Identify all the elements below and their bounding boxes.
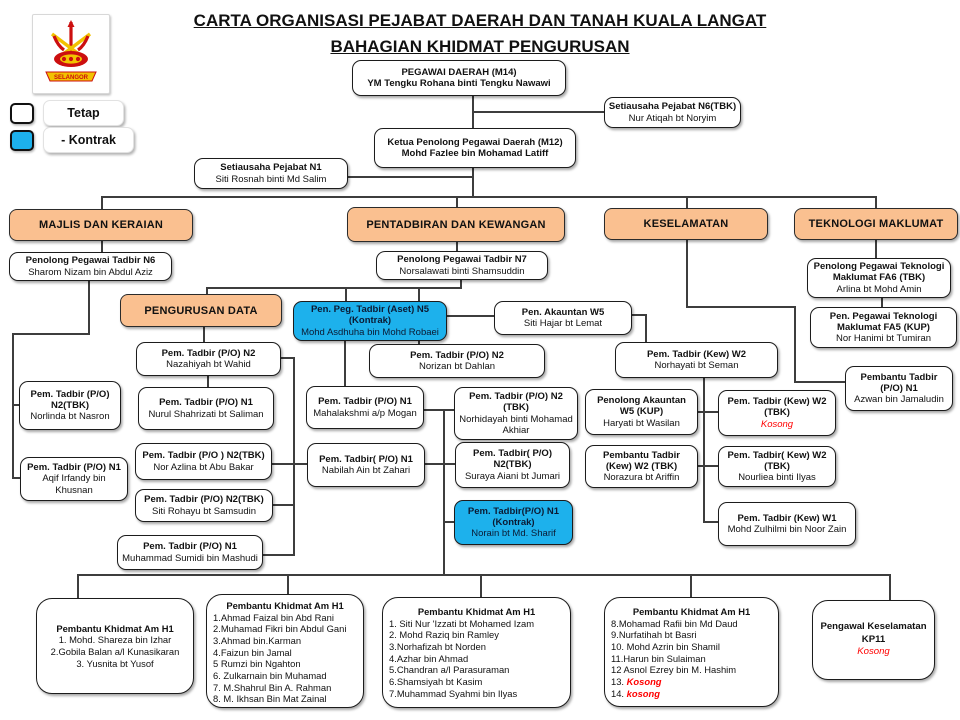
svg-text:SELANGOR: SELANGOR <box>53 75 89 81</box>
page-title-line1: CARTA ORGANISASI PEJABAT DAERAH DAN TANAH KUALA LANGAT <box>193 11 767 30</box>
vacant-label: Kosong <box>626 675 662 687</box>
legend-kontrak-text: - Kontrak <box>61 133 116 147</box>
dept-pengurusan-data <box>120 294 282 327</box>
node-title: PEGAWAI DAERAH (M14) <box>401 66 517 78</box>
node-norsalawati <box>376 251 548 280</box>
list-item: 1.Ahmad Faizal bin Abd Rani <box>213 611 334 623</box>
connector-line <box>697 411 719 413</box>
node-name: Norizan bt Dahlan <box>418 361 496 372</box>
node-ketua-penolong <box>374 128 576 168</box>
dept-majlis-dan-keraian <box>9 209 193 241</box>
connector-line <box>206 287 462 289</box>
list-item: 4.Azhar bin Ahmad <box>389 652 469 664</box>
dept-label: PENGURUSAN DATA <box>144 304 258 317</box>
node-name: Mohd Fazlee bin Mohamad Latiff <box>401 148 549 159</box>
node-name: Nazahiyah bt Wahid <box>166 359 251 370</box>
node-title: Pem. Tadbir( Kew) W2 (TBK) <box>727 449 827 472</box>
connector-line <box>12 333 90 335</box>
node-name: Norhayati bt Seman <box>654 360 739 371</box>
node-nazahiyah <box>136 342 281 376</box>
node-akauntan-w5 <box>494 301 632 335</box>
list-item: 1. Mohd. Shareza bin Izhar <box>58 634 172 646</box>
connector-line <box>443 409 445 575</box>
node-sumidi <box>117 535 263 570</box>
list-item-vacant <box>611 676 772 688</box>
node-name: Nur Atiqah bt Noryim <box>628 112 717 124</box>
node-name: Mahalakshmi a/p Mogan <box>313 407 417 419</box>
node-norizan <box>369 344 545 378</box>
node-name: Nourliea binti Ilyas <box>738 472 816 483</box>
list-item: 2.Muhamad Fikri bin Abdul Gani <box>213 623 347 635</box>
dept-label: KESELAMATAN <box>643 218 729 230</box>
node-setiausaha-n6 <box>604 97 741 128</box>
list-item: 7.Muhammad Syahmi bin Ilyas <box>389 687 518 699</box>
node-title: Penolong Akauntan W5 (KUP) <box>597 395 686 418</box>
node-name: Aqif Irfandy bin Khusnan <box>42 473 106 496</box>
dept-keselamatan <box>604 208 768 240</box>
node-name: Suraya Aiani bt Jumari <box>464 470 561 482</box>
node-title: Penolong Pegawai Tadbir N7 <box>397 254 527 266</box>
list-item: 12 Asnol Ezrey bin M. Hashim <box>611 664 737 676</box>
legend-tetap-text: Tetap <box>67 106 100 120</box>
page-title <box>150 8 810 59</box>
node-title: Pembantu Tadbir (Kew) W2 (TBK) <box>603 449 680 472</box>
connector-line <box>472 167 474 197</box>
node-kew-w2-tbk-kosong <box>718 390 836 436</box>
node-name: Norain bt Md. Sharif <box>471 528 556 539</box>
node-name: Nor Hanimi bt Tumiran <box>835 333 932 344</box>
vacant-label: kosong <box>626 687 660 699</box>
connector-line <box>287 574 289 596</box>
dept-label: MAJLIS DAN KERAIAN <box>39 219 163 231</box>
connector-line <box>889 574 891 601</box>
connector-line <box>347 176 473 178</box>
connector-line <box>446 315 495 317</box>
list-item: 5.Chandran a/l Parasuraman <box>389 664 510 676</box>
node-vacant-label: Kosong <box>760 418 794 430</box>
list-item-vacant <box>611 688 772 700</box>
list-item: 2.Gobila Balan a/l Kunasikaran <box>50 646 180 657</box>
list-item: 11.Harun bin Sulaiman <box>611 652 706 664</box>
node-title: Setiausaha Pejabat N6(TBK) <box>608 101 737 113</box>
node-title: Pem. Tadbir( P/O) N1 <box>319 453 413 465</box>
connector-line <box>697 465 719 467</box>
node-norain-kontrak <box>454 500 573 545</box>
node-nourliea <box>718 446 836 487</box>
list-item: 3. Yusnita bt Yusof <box>76 657 154 669</box>
list-title: Pembantu Khidmat Am H1 <box>226 600 344 611</box>
connector-line <box>703 377 705 523</box>
node-title: Pem. Tadbir( P/O) N2(TBK) <box>472 448 552 471</box>
connector-line <box>271 463 308 465</box>
node-name: YM Tengku Rohana binti Tengku Nawawi <box>367 78 551 89</box>
node-name: Haryati bt Wasilan <box>603 417 680 429</box>
list-item: 2. Mohd Raziq bin Ramley <box>389 629 499 641</box>
node-haryati <box>585 389 698 435</box>
node-title: Pem. Tadbir (P/O) N1 <box>27 462 121 474</box>
node-nurul <box>138 387 274 430</box>
list-pembantu-khidmat-1 <box>36 598 194 694</box>
connector-line <box>794 306 796 383</box>
dept-label: PENTADBIRAN DAN KEWANGAN <box>366 218 546 231</box>
dept-teknologi-maklumat <box>794 208 958 240</box>
node-title: Pem. Tadbir (P/O ) N2(TBK) <box>142 450 265 462</box>
node-asdhuha-kontrak <box>293 301 447 341</box>
node-name: Norlinda bt Nasron <box>30 411 110 422</box>
legend-kontrak-swatch <box>10 130 34 151</box>
list-title: Pembantu Khidmat Am H1 <box>56 622 174 634</box>
dept-label: TEKNOLOGI MAKLUMAT <box>808 218 944 230</box>
node-name: Nurul Shahrizati bt Saliman <box>148 408 264 420</box>
node-name: Azwan bin Jamaludin <box>854 394 944 405</box>
node-name: Mohd Asdhuha bin Mohd Robaei <box>301 326 439 338</box>
list-item: 8. M. Ikhsan Bin Mat Zainal <box>213 693 327 705</box>
node-pengawal-keselamatan <box>812 600 935 680</box>
node-setiausaha-n1 <box>194 158 348 189</box>
connector-line <box>686 306 796 308</box>
node-norhanimi <box>810 307 957 348</box>
node-title: Penolong Pegawai Teknologi Maklumat FA6 (TBK) <box>813 261 945 284</box>
connector-line <box>203 326 205 343</box>
node-norhidayah <box>454 387 578 440</box>
node-arlina <box>807 258 951 298</box>
legend-tetap-label <box>43 100 124 126</box>
connector-line <box>631 314 645 316</box>
connector-line <box>262 554 294 556</box>
connector-line <box>645 314 647 343</box>
node-title: Pengawal Keselamatan KP11 <box>820 620 927 645</box>
node-sitirohayu <box>135 489 273 522</box>
node-title: Pem. Tadbir (Kew) W1 <box>737 512 837 524</box>
node-norazlina <box>135 443 272 480</box>
legend-kontrak-label <box>43 127 134 153</box>
node-pegawai-daerah <box>352 60 566 96</box>
connector-line <box>77 574 891 576</box>
node-title: Pem. Tadbir (P/O) N2 (TBK) <box>469 391 563 414</box>
node-title: Penolong Pegawai Tadbir N6 <box>25 255 156 267</box>
node-norhayati <box>615 342 778 378</box>
connector-line <box>101 196 103 210</box>
node-name: Norsalawati binti Shamsuddin <box>399 265 525 277</box>
node-nabilah <box>307 443 425 487</box>
node-title: Pem. Tadbir (P/O) N2 <box>410 349 504 361</box>
connector-line <box>424 463 456 465</box>
node-norazura <box>585 445 698 488</box>
node-name: Siti Rohayu bt Samsudin <box>151 505 257 517</box>
node-title: Pem. Tadbir (P/O) N2(TBK) <box>144 494 264 506</box>
legend-tetap-swatch <box>10 103 34 124</box>
node-title: Pen. Pegawai Teknologi Maklumat FA5 (KUP) <box>829 310 938 333</box>
node-name: Muhammad Sumidi bin Mashudi <box>122 552 258 564</box>
crest-icon <box>40 20 102 88</box>
node-title: Pem. Tadbir (P/O) N2 <box>161 347 256 359</box>
node-aqif <box>20 457 128 501</box>
connector-line <box>703 521 719 523</box>
list-pembantu-khidmat-3 <box>382 597 571 708</box>
node-name: Norazura bt Ariffin <box>603 472 680 483</box>
list-item-number: 13. <box>611 675 627 687</box>
node-title: Ketua Penolong Pegawai Daerah (M12) <box>387 136 563 148</box>
node-azwan <box>845 366 953 411</box>
connector-line <box>88 280 90 334</box>
node-name: Norhidayah binti Mohamad Akhiar <box>459 413 573 436</box>
node-title: Pem. Tadbir (P/O) N1 <box>318 396 412 408</box>
list-item: 3.Ahmad bin.Karman <box>213 634 302 646</box>
connector-line <box>280 357 294 359</box>
list-item-number: 14. <box>611 687 627 699</box>
node-norlinda <box>19 381 121 430</box>
connector-line <box>794 381 846 383</box>
connector-line <box>101 196 877 198</box>
node-title: Pembantu Tadbir (P/O) N1 <box>860 371 938 394</box>
node-suraya <box>455 442 570 488</box>
node-zulhilmi <box>718 502 856 546</box>
connector-line <box>480 574 482 598</box>
node-title: Pem. Tadbir(P/O) N1 (Kontrak) <box>467 505 560 528</box>
list-item: 3.Norhafizah bt Norden <box>389 640 486 652</box>
selangor-crest-logo <box>32 14 110 94</box>
node-title: Pem. Tadbir (P/O) N1 <box>143 541 237 553</box>
node-title: Pem. Tadbir (P/O) N1 <box>159 397 253 409</box>
dept-pentadbiran-kewangan <box>347 207 565 242</box>
page-title-line2: BAHAGIAN KHIDMAT PENGURUSAN <box>330 36 630 56</box>
connector-line <box>77 574 79 599</box>
list-item: 8.Mohamad Rafii bin Md Daud <box>611 617 738 629</box>
connector-line <box>345 287 347 302</box>
connector-line <box>344 340 346 387</box>
node-title: Pem. Tadbir (Kew) W2 <box>646 348 747 360</box>
list-item: 5 Rumzi bin Ngahton <box>213 658 301 670</box>
list-item: 6. Zulkarnain bin Muhamad <box>213 669 327 681</box>
connector-line <box>12 333 14 479</box>
list-item: 1. Siti Nur 'Izzati bt Mohamed Izam <box>389 617 535 629</box>
list-item: 6.Shamsiyah bt Kasim <box>389 675 483 687</box>
node-title: Setiausaha Pejabat N1 <box>220 162 322 174</box>
node-name: Sharom Nizam bin Abdul Aziz <box>28 266 153 278</box>
connector-line <box>686 240 688 308</box>
node-name: Siti Rosnah binti Md Salim <box>215 173 327 185</box>
node-title: Pem. Tadbir (Kew) W2 (TBK) <box>727 396 827 419</box>
node-title: Pen. Peg. Tadbir (Aset) N5 (Kontrak) <box>310 304 430 327</box>
connector-line <box>690 574 692 598</box>
node-name: Nor Azlina bt Abu Bakar <box>153 461 254 473</box>
node-sharom <box>9 252 172 281</box>
node-name: Siti Hajar bt Lemat <box>523 318 603 329</box>
list-item: 10. Mohd Azrin bin Shamil <box>611 640 720 652</box>
node-vacant-label: Kosong <box>857 646 890 658</box>
node-title: Pen. Akauntan W5 <box>521 306 605 318</box>
node-name: Nabilah Ain bt Zahari <box>321 465 411 476</box>
connector-line <box>423 409 455 411</box>
list-item: 9.Nurfatihah bt Basri <box>611 629 697 641</box>
list-pembantu-khidmat-2 <box>206 594 364 708</box>
connector-line <box>272 504 294 506</box>
connector-line <box>472 111 605 113</box>
node-name: Arlina bt Mohd Amin <box>836 283 922 295</box>
node-title: Pem. Tadbir (P/O) N2(TBK) <box>30 388 110 411</box>
connector-line <box>293 357 295 556</box>
node-name: Mohd Zulhilmi bin Noor Zain <box>727 524 847 535</box>
list-pembantu-khidmat-4 <box>604 597 779 707</box>
connector-line <box>875 240 877 259</box>
list-item: 4.Faizun bin Jamal <box>213 646 292 658</box>
node-mahalakshmi <box>306 386 424 429</box>
list-title: Pembantu Khidmat Am H1 <box>632 606 751 617</box>
list-item: 7. M.Shahrul Bin A. Rahman <box>213 681 332 693</box>
list-title: Pembantu Khidmat Am H1 <box>417 606 536 617</box>
